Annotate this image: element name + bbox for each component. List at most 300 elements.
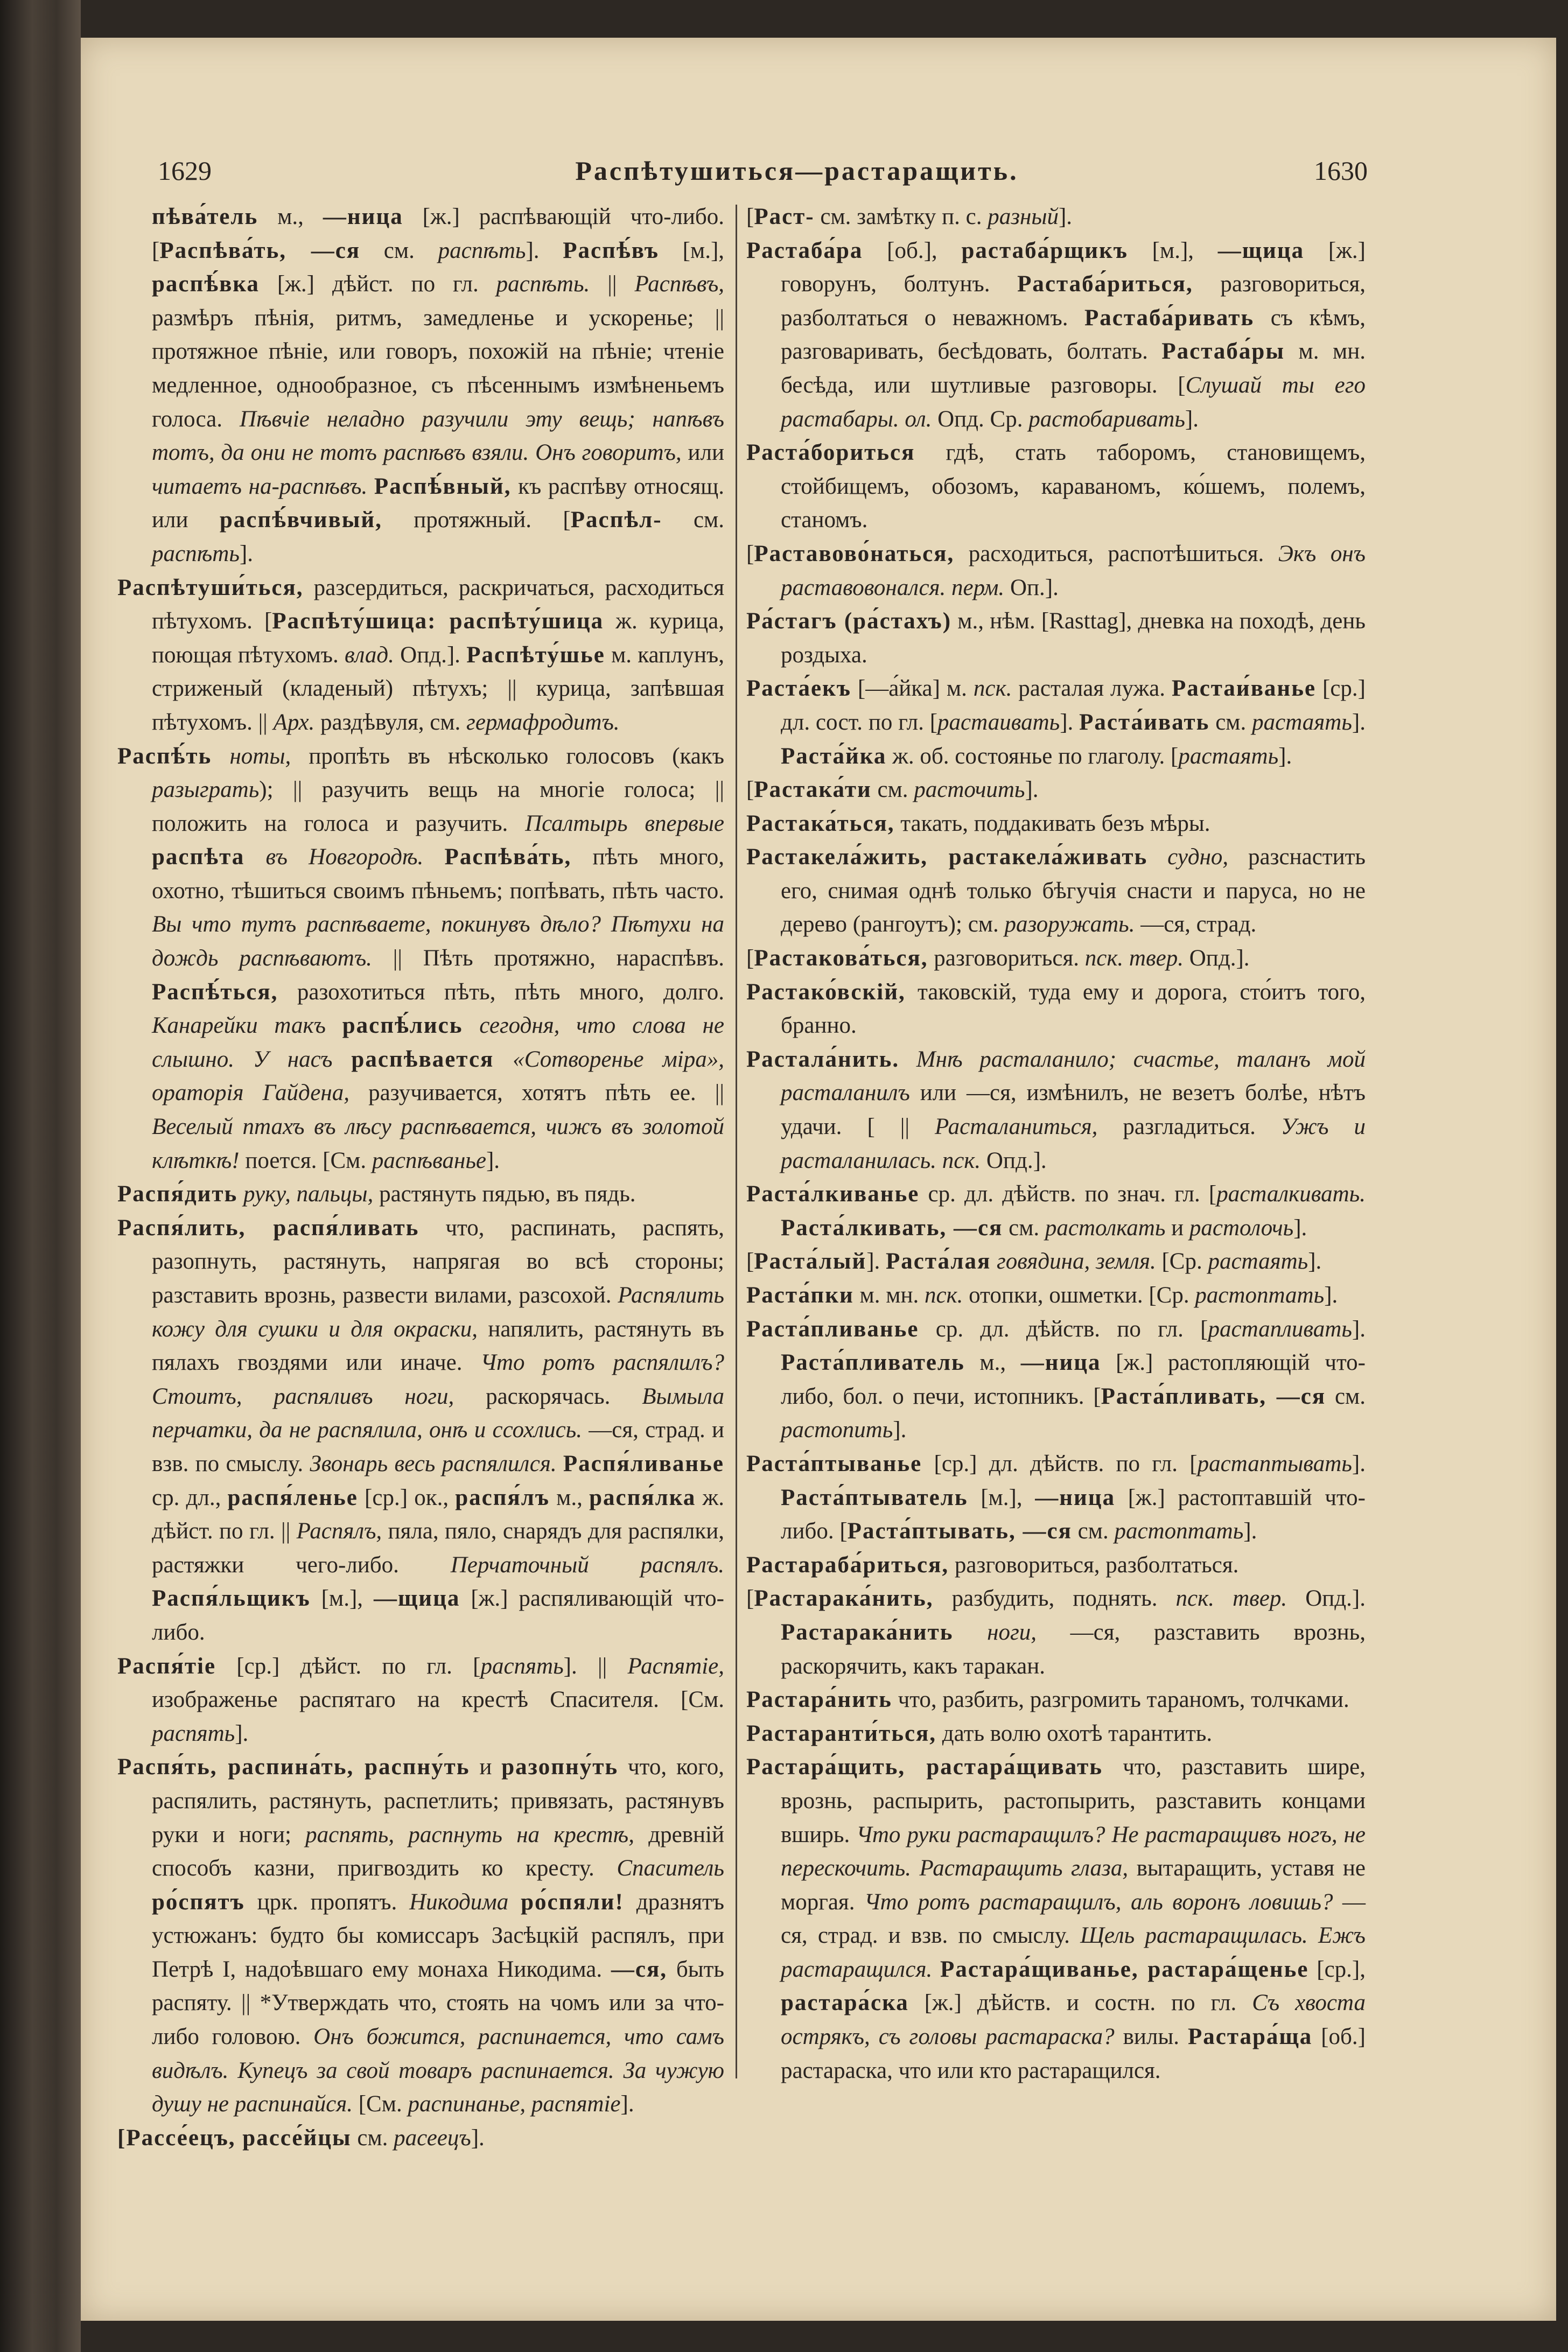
entry-text: ].	[620, 2091, 634, 2117]
headword: Раст-	[754, 204, 815, 229]
column-divider	[736, 205, 737, 2078]
headword: распѣ́лись	[342, 1013, 463, 1039]
example-text: говядина, земля.	[997, 1249, 1156, 1275]
headword: пѣва́тель	[152, 204, 258, 229]
entry-text: [ср.] дл. сост. по гл. [	[781, 676, 1366, 735]
entry-text	[463, 1013, 480, 1038]
headword: Распя́ливанье	[563, 1451, 724, 1476]
entry-text: ]. ||	[563, 1653, 628, 1679]
entry-text: ].	[893, 1417, 907, 1443]
headword: —ница	[323, 204, 403, 229]
entry-text: таковскій, туда ему и дорога, сто́итъ того, бранно.	[781, 979, 1366, 1039]
entry-text	[423, 844, 444, 870]
entry-text: пѣть много, охотно, тѣшиться своимъ пѣньемъ; попѣвать, пѣть часто.	[152, 844, 725, 904]
entry-text: поется. [См.	[239, 1147, 372, 1173]
entry-text: и	[470, 1754, 502, 1780]
headword: Растакела́жить, растакела́живать	[746, 844, 1148, 870]
entry-text: ].	[1293, 1215, 1307, 1241]
example-text: распять, распнуть на крестѣ,	[305, 1822, 634, 1847]
example-text: Перчаточный распялъ.	[450, 1552, 724, 1578]
headword: распя́ленье	[227, 1485, 358, 1510]
example-text: расеецъ	[394, 2125, 471, 2151]
entry-text: ].	[1352, 1316, 1366, 1342]
headword: ро́спяли!	[521, 1889, 624, 1915]
dictionary-entry	[746, 773, 1366, 807]
entry-text: см.	[1209, 709, 1252, 735]
dictionary-entry	[746, 1043, 1366, 1178]
example-text: растаять	[1208, 1249, 1308, 1275]
entry-text	[212, 744, 229, 769]
entry-text: [ср.] дѣйст. по гл. [	[216, 1653, 481, 1679]
headword: Растара́щить, растара́щивать	[746, 1754, 1103, 1780]
headword: Растако́вскій,	[746, 979, 906, 1005]
example-text: Звонарь весь распялился.	[310, 1451, 557, 1476]
example-text: руку, пальцы,	[243, 1181, 374, 1207]
entry-text	[557, 1451, 563, 1476]
example-text: Что руки растаращилъ? Не растаращивъ ногъ, не перескочить. Растаращить глаза,	[781, 1822, 1366, 1881]
dictionary-entry	[746, 1582, 1366, 1683]
entry-text: разснастить его, снимая однѣ только бѣгучія снасти и паруса, но не дерево (рангоутъ); см.	[781, 844, 1366, 937]
headword: распя́лъ	[455, 1485, 550, 1510]
example-text: растаптывать	[1197, 1451, 1352, 1476]
entry-text: разучивается, хотятъ пѣть ее. ||	[349, 1080, 724, 1106]
headword: разопну́ть	[501, 1754, 619, 1780]
example-text: Щель растаращилась. Ежъ растаращился.	[781, 1923, 1366, 1982]
entry-text: къ распѣву относящ. или	[152, 473, 724, 533]
entry-text: м., нѣм. [Rasttag], дневка на походѣ, день роздыха.	[781, 608, 1366, 668]
headword: —ница	[1035, 1485, 1116, 1510]
entry-text: разговориться, разболтаться о неважномъ.	[781, 271, 1366, 331]
headword: —ся,	[611, 1956, 668, 1982]
entry-text: [ж.] растопляющій что-либо, бол. о печи, истопникъ. [	[781, 1350, 1366, 1409]
example-text: распѣть	[438, 237, 526, 263]
entry-text: [	[746, 777, 754, 803]
entry-text: разговориться.	[928, 946, 1085, 971]
dictionary-entry	[117, 571, 724, 740]
entry-text: или —ся, измѣнилъ, не везетъ болѣе, нѣтъ удачи. [ ||	[781, 1080, 1366, 1140]
example-text: растолкать	[1045, 1215, 1166, 1241]
example-text: пск. твер.	[1175, 1586, 1287, 1612]
entry-text: см.	[1326, 1383, 1366, 1409]
headword: Раста́ивать	[1079, 709, 1210, 735]
entry-text: [ж.] дѣйст. по гл.	[259, 271, 496, 297]
entry-text: древній способъ казни, пригвоздить ко кресту.	[152, 1822, 724, 1881]
headword: Растарака́нить,	[754, 1586, 934, 1612]
entry-text: ].	[235, 1720, 249, 1746]
entry-text: [ж.] распяливающій что-либо.	[152, 1586, 724, 1645]
example-text: пск.	[924, 1283, 963, 1308]
entry-text	[508, 1889, 521, 1915]
example-text: пск.	[973, 676, 1012, 702]
entry-text: ); || разучить вещь на многіе голоса; || положить на голоса и разучить.	[152, 777, 724, 836]
example-text: разный	[988, 204, 1059, 229]
example-text: Спаситель	[617, 1856, 724, 1881]
entry-text	[326, 1013, 342, 1038]
entry-text: Опд. Ср.	[932, 406, 1029, 432]
headword: Распѣ́въ	[563, 237, 659, 263]
example-text: сегодня, что слова не слышно. У насъ	[152, 1013, 725, 1072]
entry-text: такать, поддакивать безъ мѣры.	[894, 810, 1210, 836]
headword: Растара́ща	[1188, 2024, 1313, 2050]
headword: —ница	[1020, 1350, 1101, 1376]
dictionary-entry	[117, 1650, 724, 1751]
example-text: Съ хвоста острякъ, съ головы растараска?	[781, 1990, 1366, 2050]
entry-text: [ср.] ок.,	[358, 1485, 456, 1510]
headword: Растара́нить	[746, 1687, 892, 1713]
entry-text: ].	[1058, 204, 1073, 229]
entry-text: см.	[871, 777, 914, 803]
entry-text: или	[681, 440, 724, 466]
example-text: Распялить кожу для сушки и для окраски,	[152, 1283, 724, 1342]
entry-text: [	[746, 204, 754, 229]
entry-text: см.	[351, 2125, 394, 2151]
dictionary-entry	[746, 807, 1366, 841]
entry-text	[953, 1620, 987, 1645]
dictionary-entry	[746, 1178, 1366, 1245]
headword: Ра́стагъ (ра́стахъ)	[746, 608, 952, 634]
entry-text: [ср.] дл. дѣйств. по гл. [	[922, 1451, 1198, 1476]
headword: Растаба́ра	[746, 237, 863, 263]
headword: распѣвается	[351, 1046, 494, 1072]
running-title: Распѣтушиться—растаращить.	[575, 156, 1019, 186]
entry-text: м.,	[964, 1350, 1021, 1376]
example-text: растаивать	[937, 709, 1060, 735]
entry-text: [м.],	[968, 1485, 1035, 1510]
headword: Раста́пки	[746, 1283, 854, 1308]
headword: Растараба́риться,	[746, 1552, 949, 1578]
entry-text: [	[746, 1249, 754, 1275]
example-text: въ Новгородѣ.	[265, 844, 424, 870]
example-text: Распялъ,	[296, 1518, 382, 1544]
example-text: растаять	[1178, 743, 1279, 769]
left-column	[117, 200, 724, 2155]
headword: Распѣтуши́ться,	[117, 575, 304, 600]
entry-text: м. каплунъ, стриженый (кладеный) пѣтухъ; || курица, запѣвшая пѣтухомъ. ||	[152, 642, 725, 735]
headword: Распѣ́ть	[117, 743, 212, 769]
entry-text: ].	[471, 2125, 485, 2151]
entry-text: гдѣ, стать таборомъ, становищемъ, стойбищемъ, обозомъ, караваномъ, ко́шемъ, полемъ, станомъ.	[781, 440, 1366, 533]
headword: Распя́тіе	[117, 1653, 216, 1679]
headword: растара́ска	[781, 1990, 909, 2016]
dictionary-entry	[117, 1178, 724, 1212]
headword: Распя́лить, распя́ливать	[117, 1215, 419, 1241]
entry-text: ].	[1324, 1283, 1338, 1308]
example-text: пск. твер.	[1084, 946, 1184, 971]
entry-text: ].	[1243, 1518, 1257, 1544]
headword: Раста́птывать, —ся	[847, 1518, 1072, 1544]
dictionary-entry	[746, 841, 1366, 942]
example-text: Никодима	[409, 1889, 509, 1915]
dictionary-entry	[746, 1751, 1366, 2088]
dictionary-entry	[746, 1447, 1366, 1549]
entry-text: вытаращить, уставя не моргая.	[781, 1856, 1366, 1915]
headword: Распѣ́ться,	[152, 979, 278, 1005]
headword: Раста́пливать, —ся	[1101, 1383, 1326, 1409]
entry-text: [м.],	[310, 1586, 374, 1612]
example-text: судно,	[1167, 844, 1229, 870]
headword: Распя́дить	[117, 1181, 238, 1207]
entry-text: ].	[1278, 743, 1292, 769]
entry-text: разсердиться, раскричаться, расходиться пѣтухомъ. [	[152, 575, 724, 634]
example-text: Псалтырь впервые	[525, 810, 724, 836]
headword: распя́лка	[589, 1485, 696, 1510]
headword: растаба́рщикъ	[961, 237, 1128, 263]
dictionary-entry	[746, 1683, 1366, 1717]
example-text: Арх.	[273, 709, 315, 735]
dictionary-entry	[746, 672, 1366, 773]
example-text: распѣть.	[496, 271, 590, 297]
entry-text: Оп.].	[1004, 575, 1059, 600]
headword: Растака́ться,	[746, 810, 895, 836]
headword: Распѣл-	[570, 507, 662, 533]
entry-text: [ср.],	[1308, 1956, 1366, 1982]
headword: Раста́лкивать, —ся	[781, 1215, 1003, 1241]
example-text: разыграть	[152, 777, 260, 803]
headword: Распѣту́шье	[466, 642, 605, 668]
example-text: растолочь	[1189, 1215, 1294, 1241]
dictionary-entry	[746, 537, 1366, 605]
entry-text: ].	[526, 237, 563, 263]
dictionary-entry	[117, 200, 724, 571]
example-text: распѣванье	[372, 1147, 486, 1173]
headword: Раставово́наться,	[754, 541, 955, 566]
headword: Растаранти́ться,	[746, 1720, 937, 1746]
entry-text: [	[746, 541, 754, 566]
entry-text: ].	[866, 1249, 886, 1275]
entry-text: Опд.].	[1287, 1586, 1366, 1612]
dictionary-entry	[746, 1717, 1366, 1751]
headword: Раста́птыванье	[746, 1451, 922, 1476]
entry-text: см.	[1003, 1215, 1045, 1241]
entry-text: м.,	[550, 1485, 590, 1510]
entry-text: что, кого, распялить, растянуть, распетлить; привязать, растянувъ руки и ноги;	[152, 1754, 724, 1847]
headword: Распя́ть, распина́ть, распну́ть	[117, 1754, 470, 1780]
example-text: Онъ божится, распинается, что самъ видѣлъ. Купецъ за свой товаръ распинается. За чужую душу не распинайся.	[152, 2024, 724, 2117]
entry-text: ж. дѣйст. по гл. ||	[152, 1485, 724, 1544]
headword: Растара́щиванье, растара́щенье	[940, 1956, 1309, 1982]
example-text: влад.	[344, 642, 394, 668]
entry-text: см.	[360, 237, 438, 263]
entry-text: ].	[1060, 709, 1080, 735]
headword: Растаи́ванье	[1171, 676, 1317, 702]
example-text: растопить	[781, 1417, 893, 1443]
headword: Растарака́нить	[781, 1619, 954, 1645]
example-text: гермафродитъ.	[466, 709, 620, 735]
entry-text: ].	[239, 541, 253, 566]
entry-text: съ кѣмъ, разговаривать, бесѣдовать, болтать.	[781, 305, 1366, 365]
headword: Раста́бориться	[746, 440, 915, 466]
example-text: расточить	[914, 777, 1025, 803]
example-text: Что ротъ распялилъ? Стоитъ, распяливъ ноги,	[152, 1350, 724, 1409]
entry-text: [ж.] дѣйств. и состн. по гл.	[908, 1990, 1252, 2016]
dictionary-entry	[746, 1313, 1366, 1447]
page-number-right: 1630	[1314, 156, 1368, 186]
example-text: Вымыла перчатки, да не распялила, онѣ и ссохлись.	[152, 1383, 724, 1443]
headword: распѣ́вчивый,	[219, 507, 382, 533]
entry-text: [м.],	[1128, 237, 1218, 263]
entry-text	[244, 844, 265, 870]
entry-text: [ж.] говорунъ, болтунъ.	[781, 237, 1366, 297]
entry-text: ср. дл. дѣйств. по знач. гл. [	[919, 1181, 1217, 1207]
headword: [Рассе́ецъ, рассе́йцы	[117, 2125, 352, 2151]
entry-text: ж. об. состоянье по глаголу. [	[886, 743, 1179, 769]
headword: Раста́птыватель	[781, 1485, 968, 1510]
headword: ро́спятъ	[152, 1889, 245, 1915]
entry-text: [Ср.	[1156, 1249, 1208, 1275]
example-text: Расталаниться,	[935, 1114, 1098, 1140]
entry-text: разговориться, разболтаться.	[949, 1552, 1239, 1578]
entry-text: [об.] растараска, что или кто растаращился.	[781, 2024, 1366, 2083]
entry-text: размѣръ пѣнія, ритмъ, замедленье и ускоренье; || протяжное пѣніе, или говоръ, похожій на пѣніе; чтеніе медленное, однообразное, съ пѣсеннымъ измѣненьемъ голоса.	[152, 305, 724, 432]
dictionary-entry	[746, 1245, 1366, 1279]
entry-text: [См.	[352, 2091, 408, 2117]
entry-text: быть распяту. || *Утверждать что, стоять на чомъ или за что-либо головою.	[152, 1956, 725, 2050]
entry-text: Опд.].	[1184, 946, 1250, 971]
headword: Раста́лая	[886, 1249, 991, 1275]
entry-text: —ся, страд. и взв. по смыслу.	[152, 1417, 724, 1476]
entry-text: —ся, страд. и взв. по смыслу.	[781, 1889, 1366, 1949]
dictionary-entry	[117, 740, 724, 1178]
example-text: ноги,	[987, 1619, 1037, 1645]
entry-text: дать волю охотѣ тарантить.	[936, 1720, 1213, 1746]
entry-text	[932, 1957, 940, 1982]
entry-text: црк. пропятъ.	[244, 1889, 410, 1915]
headword: Распя́льщикъ	[152, 1586, 311, 1612]
headword: Растаба́риться,	[1017, 271, 1193, 297]
headword: распѣ́вка	[152, 271, 260, 297]
example-text: Канарейки такъ	[152, 1013, 326, 1039]
entry-text: см. замѣтку п. с.	[814, 204, 988, 229]
page-number-left: 1629	[158, 156, 212, 186]
example-text: ноты,	[229, 743, 291, 769]
entry-text	[367, 474, 374, 499]
dictionary-entry	[746, 942, 1366, 976]
entry-text: дразнятъ устюжанъ: будто бы комиссаръ Засѣцкій распялъ, при Петрѣ I, надоѣвшаго ему монаха Никодима.	[152, 1889, 725, 1982]
dictionary-entry	[746, 200, 1366, 234]
dictionary-entry	[746, 1279, 1366, 1313]
headword: —щица	[1217, 237, 1305, 263]
example-text: Экъ онъ раставовонался. перм.	[781, 541, 1366, 600]
example-text: распинанье, распятіе	[408, 2091, 621, 2117]
right-column	[746, 200, 1366, 2088]
entry-text: [ж.] распѣвающій что-либо. [	[152, 204, 724, 263]
dictionary-entry	[746, 605, 1366, 672]
entry-text: см.	[662, 507, 724, 533]
entry-text	[237, 1181, 243, 1207]
book-binding	[0, 0, 81, 2352]
entry-text: расталая лужа.	[1012, 676, 1172, 702]
entry-text	[332, 1047, 351, 1072]
headword: Раста́лый	[754, 1249, 867, 1275]
entry-text: ].	[1352, 709, 1366, 735]
entry-text: ср. дл. дѣйств. по гл. [	[919, 1316, 1208, 1342]
dictionary-entry	[746, 976, 1366, 1043]
entry-text: ].	[1308, 1249, 1322, 1275]
entry-text	[991, 1249, 997, 1274]
entry-text: [ж.] растоптавшій что-либо. [	[781, 1485, 1366, 1544]
entry-text: расходиться, распотѣшиться.	[954, 541, 1278, 566]
entry-text: пропѣть въ нѣсколько голосовъ (какъ	[291, 743, 725, 769]
dictionary-entry	[117, 2122, 724, 2155]
entry-text: [	[746, 946, 754, 971]
example-text: читаетъ на-распѣвъ.	[152, 473, 368, 499]
entry-text: что, разбить, разгромить тараномъ, толчками.	[892, 1687, 1349, 1713]
entry-text: см.	[1072, 1518, 1115, 1544]
dictionary-entry	[117, 1751, 724, 2122]
entry-text: м. мн. бесѣда, или шутливые разговоры. [	[781, 339, 1366, 398]
entry-text: разбудить, поднять.	[933, 1586, 1176, 1612]
example-text: разоружать.	[1004, 912, 1135, 937]
example-text: растаять	[1252, 709, 1352, 735]
entry-text: растянуть пядью, въ пядь.	[373, 1181, 636, 1207]
example-text: растапливать	[1208, 1316, 1352, 1342]
example-text: распять	[480, 1653, 564, 1679]
headword: распѣта	[152, 844, 245, 870]
headword: Растакова́ться,	[754, 946, 928, 971]
dictionary-entry	[746, 436, 1366, 537]
entry-text: ].	[1352, 1451, 1366, 1476]
example-text: Мнѣ расталанило; счастье, таланъ мой расталанилъ	[781, 1046, 1366, 1106]
entry-text: и	[1165, 1215, 1189, 1241]
dictionary-entry	[746, 1549, 1366, 1583]
headword: Распѣту́шица: распѣту́шица	[272, 608, 604, 634]
entry-text: разохотиться пѣть, пѣть много, долго.	[278, 979, 724, 1005]
entry-text: —ся, разставить врознь, раскорячить, какъ таракан.	[781, 1619, 1366, 1679]
entry-text: протяжный. [	[382, 507, 571, 533]
entry-text: ж. курица, поющая пѣтухомъ.	[152, 608, 724, 668]
example-text: Слушай ты его растабары. ол.	[781, 372, 1366, 432]
entry-text: напялить, растянуть въ пялахъ гвоздями или иначе.	[152, 1316, 725, 1376]
entry-text: м.,	[258, 204, 323, 229]
headword: Распѣва́ть,	[444, 844, 572, 870]
entry-text: разгладиться.	[1097, 1114, 1281, 1140]
example-text: растобаривать	[1028, 406, 1185, 432]
example-text: Пѣвчіе неладно разучили эту вещь; напѣвъ тотъ, да они не тотъ распѣвъ взяли. Онъ говоритъ,	[152, 406, 724, 466]
example-text: распять	[152, 1720, 235, 1746]
entry-text: ].	[1025, 777, 1039, 803]
entry-text	[899, 1047, 916, 1072]
example-text: Распѣвъ,	[634, 271, 725, 297]
entry-text: Опд.].	[394, 642, 467, 668]
entry-text: || Пѣть протяжно, нараспѣвъ.	[372, 946, 724, 971]
entry-text	[1147, 844, 1167, 870]
entry-text: ].	[1185, 406, 1199, 432]
example-text: Что ротъ растаращилъ, аль воронъ ловишь?	[864, 1889, 1333, 1915]
entry-text: ||	[590, 271, 635, 297]
example-text: растоптать	[1195, 1283, 1325, 1308]
entry-text: [—а́йка] м.	[851, 676, 974, 702]
entry-text: [	[746, 1586, 754, 1612]
example-text: растоптать	[1114, 1518, 1244, 1544]
dictionary-entry	[746, 234, 1366, 437]
entry-text: ср. дл.,	[152, 1485, 228, 1510]
headword: Раста́пливанье	[746, 1316, 919, 1342]
headword: Раста́екъ	[746, 676, 851, 702]
headword: Растаба́ры	[1161, 339, 1285, 365]
entry-text: —ся, страд.	[1135, 912, 1257, 937]
entry-text: ].	[486, 1147, 500, 1173]
entry-text: что, разставить шире, врознь, распырить, растопырить, разставить концами вширь.	[781, 1754, 1366, 1847]
headword: Раста́лкиванье	[746, 1181, 920, 1207]
entry-text: [об.],	[863, 237, 962, 263]
entry-text: изображенье распятаго на крестѣ Спасителя. [См.	[152, 1687, 724, 1713]
headword: —щица	[374, 1586, 460, 1612]
entry-text: Опд.].	[981, 1147, 1047, 1173]
headword: Распѣ́вный,	[374, 473, 512, 499]
entry-text: раздѣвуля, см.	[314, 709, 467, 735]
example-text: Ужъ и расталанилась. пск.	[781, 1114, 1366, 1173]
headword: Растала́нить.	[746, 1046, 900, 1072]
